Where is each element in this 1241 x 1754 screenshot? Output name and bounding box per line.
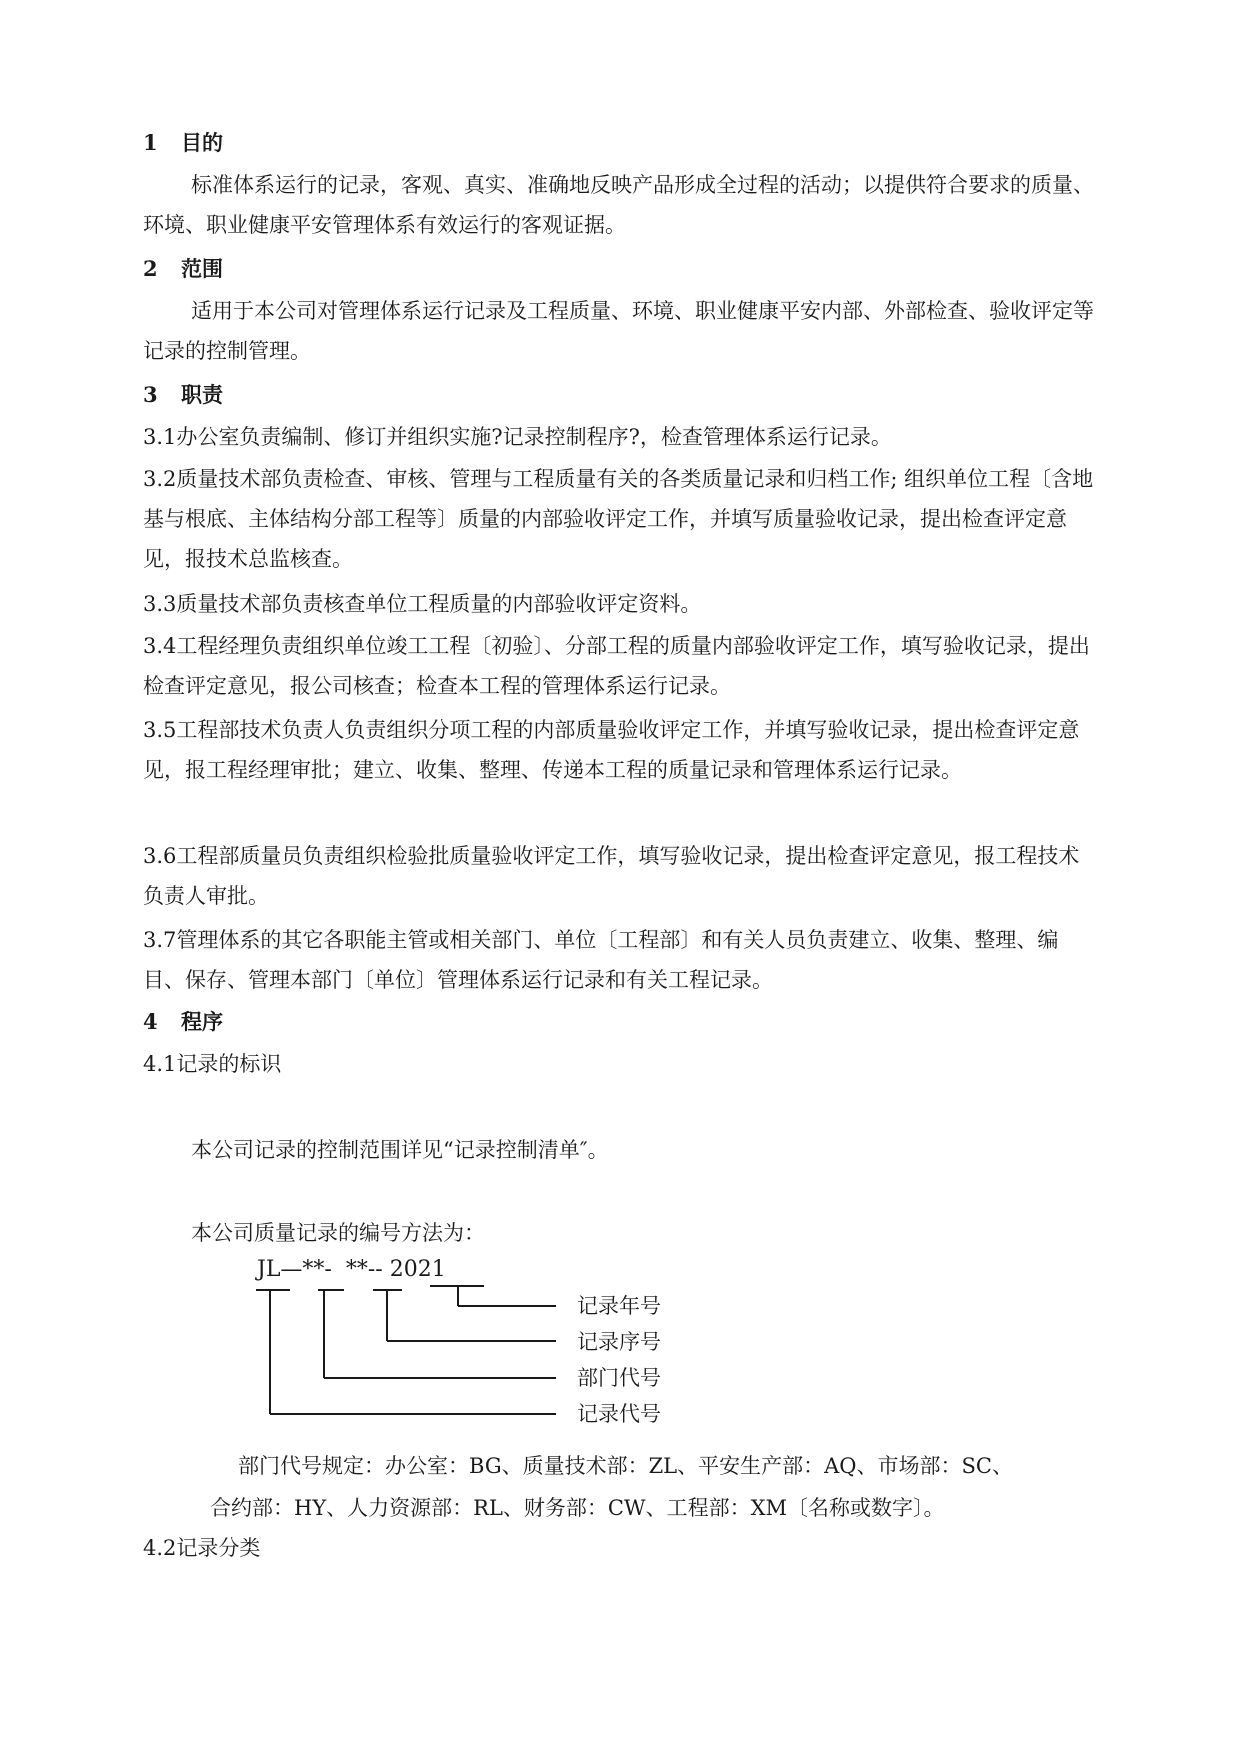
department-codes-line-1: 部门代号规定：办公室：BG、质量技术部：ZL、平安生产部：AQ、市场部：SC、 [238, 1454, 1013, 1478]
heading-title: 职责 [181, 382, 223, 407]
heading-number: 2 [143, 256, 158, 281]
purpose-paragraph: 标准体系运行的记录，客观、真实、准确地反映产品形成全过程的活动；以提供符合要求的质量、环境、职业健康平安管理体系有效运行的客观证据。 [143, 173, 1094, 237]
heading-title: 范围 [181, 256, 223, 281]
clause-3-7: 3.7管理体系的其它各职能主管或相关部门、单位〔工程部〕和有关人员负责建立、收集、整理、编目、保存、管理本部门〔单位〕管理体系运行记录和有关工程记录。 [143, 928, 1059, 992]
heading-number: 3 [143, 382, 158, 407]
department-codes-line-2: 合约部：HY、人力资源部：RL、财务部：CW、工程部：XM〔名称或数字〕。 [210, 1496, 945, 1520]
heading-number: 1 [143, 130, 158, 155]
clause-3-3: 3.3质量技术部负责核查单位工程质量的内部验收评定资料。 [143, 592, 702, 616]
clause-3-5: 3.5工程部技术负责人负责组织分项工程的内部质量验收评定工作，并填写验收记录，提出检查评定意见，报工程经理审批；建立、收集、整理、传递本工程的质量记录和管理体系运行记录。 [143, 718, 1080, 782]
heading-title: 目的 [181, 130, 223, 155]
numbering-method-text: 本公司质量记录的编号方法为： [191, 1221, 485, 1245]
label-record-sequence: 记录序号 [577, 1330, 661, 1354]
label-record-year: 记录年号 [577, 1294, 661, 1318]
scope-paragraph: 适用于本公司对管理体系运行记录及工程质量、环境、职业健康平安内部、外部检查、验收评定等记录的控制管理。 [143, 299, 1094, 363]
control-range-text: 本公司记录的控制范围详见“记录控制清单″。 [191, 1138, 609, 1162]
record-code-format: JL—**- **-- 2021 [257, 1257, 446, 1282]
clause-4-1: 4.1记录的标识 [143, 1052, 282, 1076]
clause-3-6: 3.6工程部质量员负责组织检验批质量验收评定工作，填写验收记录，提出检查评定意见，报工程技术负责人审批。 [143, 844, 1080, 908]
clause-3-4: 3.4工程经理负责组织单位竣工工程〔初验〕、分部工程的质量内部验收评定工作，填写验收记录，提出检查评定意见，报公司核查；检查本工程的管理体系运行记录。 [143, 634, 1090, 698]
label-department-code: 部门代号 [577, 1366, 661, 1390]
heading-title: 程序 [181, 1009, 223, 1034]
clause-3-1: 3.1办公室负责编制、修订并组织实施?记录控制程序?，检查管理体系运行记录。 [143, 425, 892, 449]
heading-number: 4 [143, 1009, 158, 1034]
clause-3-2: 3.2质量技术部负责检查、审核、管理与工程质量有关的各类质量记录和归档工作; 组织单位工程〔含地基与根底、主体结构分部工程等〕质量的内部验收评定工作，并填写质量验收记录，提出检查评定意见，报技术总监核查。 [143, 467, 1094, 571]
label-record-code: 记录代号 [577, 1402, 661, 1426]
clause-4-2: 4.2记录分类 [143, 1536, 261, 1560]
